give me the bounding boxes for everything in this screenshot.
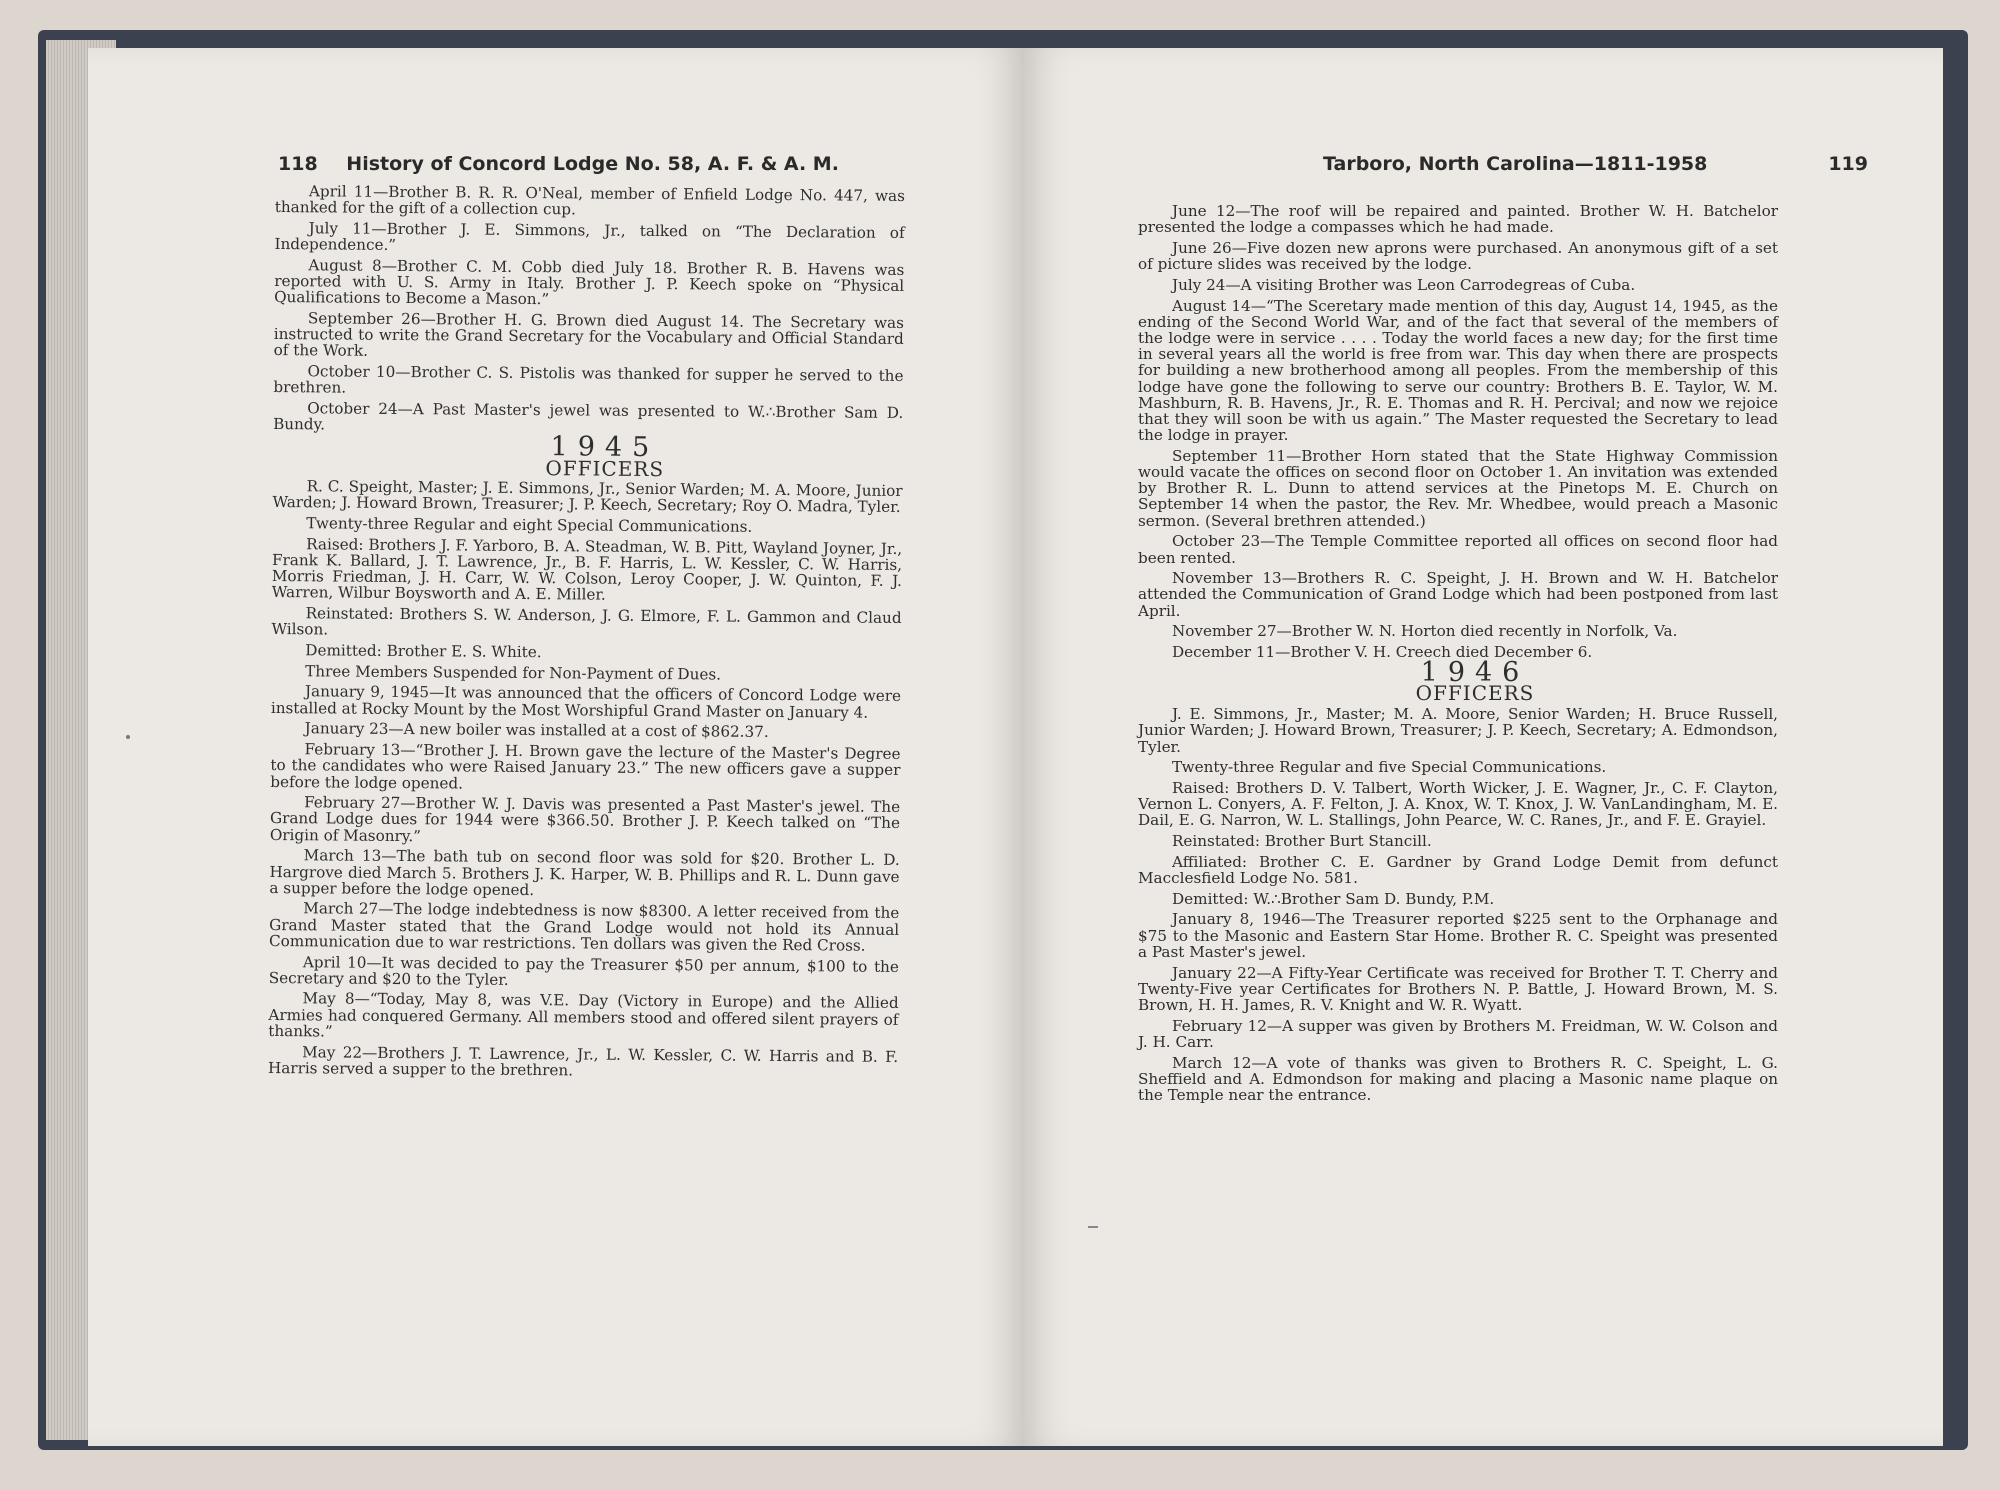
entry-paragraph: Twenty-three Regular and five Special Communications. (1172, 758, 1607, 777)
entry-paragraph: April 10—It was decided to pay the Treasurer $50 per annum, $100 to the Secretary and $20 to the Tyler. (268, 952, 899, 989)
entry-paragraph: May 8—“Today, May 8, was V.E. Day (Victory in Europe) and the Allied Armies had conquered Germany. All members stood and offered silent prayers of thanks.” (268, 989, 899, 1041)
year-heading-1946: 1946 (1420, 656, 1530, 688)
entry-paragraph: February 27—Brother W. J. Davis was presented a Past Master's jewel. The Grand Lodge dues for 1944 were $366.50. Brother J. P. Keech talked on “The Origin of Masonry.” (269, 793, 901, 845)
left-running-title: History of Concord Lodge No. 58, A. F. & A. M. (346, 153, 839, 175)
entry-paragraph: July 24—A visiting Brother was Leon Carrodegreas of Cuba. (1172, 275, 1636, 294)
entry-paragraph: March 12—A vote of thanks was given to Brothers R. C. Speight, L. G. Sheffield and A. Edmondson for making and placing a Masonic name plaque on the Temple near the entrance. (1138, 1053, 1778, 1104)
entry-paragraph: Reinstated: Brothers S. W. Anderson, J. G. Elmore, F. L. Gammon and Claud Wilson. (271, 604, 902, 639)
right-page (1023, 48, 1943, 1446)
right-page-body (1138, 203, 1778, 1108)
entry-paragraph: May 22—Brothers J. T. Lawrence, Jr., L. W. Kessler, C. W. Harris and B. F. Harris served a supper to the brethren. (267, 1042, 899, 1080)
entry-paragraph: March 13—The bath tub on second floor was sold for $20. Brother L. D. Hargrove died March 5. Brothers J. K. Harper, W. B. Phillips and R. L. Dunn gave a supper before the lodge opened. (269, 846, 900, 899)
entry-paragraph: September 26—Brother H. G. Brown died August 14. The Secretary was instructed to write the Grand Secretary for the Vocabulary and Official Standard of the Work. (273, 309, 904, 361)
entry-paragraph: December 11—Brother V. H. Creech died December 6. (1172, 643, 1593, 662)
entry-paragraph: Raised: Brothers D. V. Talbert, Worth Wicker, J. E. Wagner, Jr., C. F. Clayton, Vernon L. Conyers, A. F. Felton, J. A. Knox, W. T. Knox, J. W. VanLandingham, M. E. Dail, E. G. Narron, W. L. Stallings, John Pearce, W. C. Ranes, Jr., and F. E. Grayiel. (1138, 779, 1778, 830)
entry-paragraph: J. E. Simmons, Jr., Master; M. A. Moore, Senior Warden; H. Bruce Russell, Junior Warden; J. Howard Brown, Treasurer; J. P. Keech, Secretary; A. Edmondson, Tyler. (1138, 705, 1778, 756)
entry-paragraph: August 8—Brother C. M. Cobb died July 18. Brother R. B. Havens was reported with U. S. Army in Italy. Brother J. P. Keech spoke on “Physical Qualifications to Become a Mason.” (274, 256, 905, 309)
left-entries-after (268, 478, 903, 1081)
entry-paragraph: R. C. Speight, Master; J. E. Simmons, Jr., Senior Warden; M. A. Moore, Junior Warden; J. Howard Brown, Treasurer; J. P. Keech, Secretary; Roy O. Madra, Tyler. (272, 477, 903, 517)
right-page-number: 119 (1828, 153, 1868, 175)
entry-paragraph: February 13—“Brother J. H. Brown gave the lecture of the Master's Degree to the candidates who were Raised January 23.” The new officers gave a supper before the lodge opened. (270, 740, 901, 792)
left-page (88, 48, 1023, 1446)
entry-paragraph: January 8, 1946—The Treasurer reported $225 sent to the Orphanage and $75 to the Masonic and Eastern Star Home. Brother R. C. Speight was presented a Past Master's jewel. (1138, 910, 1778, 961)
entry-paragraph: June 12—The roof will be repaired and painted. Brother W. H. Batchelor presented the lodge a compasses which he had made. (1138, 202, 1778, 237)
left-running-head (278, 153, 998, 175)
entry-paragraph: August 14—“The Sceretary made mention of this day, August 14, 1945, as the ending of the Second World War, and of the fact that several of the members of the lodge were in service . . . . Today the world faces a new day; for the first time in several years all the world is free from war. This day when there are prospects for building a new brotherhood among all peoples. From the membership of this lodge have gone the following to serve our country: Brothers B. E. Taylor, W. M. Mashburn, R. B. Havens, Jr., R. E. Thomas and R. H. Percival; and now we rejoice that they will soon be with us again.” The Master requested the Secretary to lead the lodge in prayer. (1138, 296, 1778, 445)
left-page-number: 118 (278, 153, 318, 175)
entry-paragraph: January 9, 1945—It was announced that the officers of Concord Lodge were installed at Rocky Mount by the Most Worshipful Grand Master on January 4. (270, 682, 902, 722)
entry-paragraph: September 11—Brother Horn stated that the State Highway Commission would vacate the offices on second floor on October 1. An invitation was extended by Brother R. L. Dunn to attend services at the Pinetops M. E. Church on September 14 when the pastor, the Rev. Mr. Whedbee, would preach a Masonic sermon. (Several brethren attended.) (1138, 446, 1778, 530)
left-entries-before (273, 183, 905, 437)
entry-paragraph: November 13—Brothers R. C. Speight, J. H. Brown and W. H. Batchelor attended the Communication of Grand Lodge which had been postponed from last April. (1138, 569, 1778, 620)
entry-paragraph: Affiliated: Brother C. E. Gardner by Grand Lodge Demit from defunct Macclesfield Lodge No. 581. (1138, 852, 1778, 888)
right-running-title: Tarboro, North Carolina—1811-1958 (1323, 153, 1708, 175)
officers-heading-1945: OFFICERS (545, 455, 665, 481)
right-entries-before (1138, 203, 1778, 660)
entry-paragraph: Three Members Suspended for Non-Payment of Dues. (305, 662, 722, 684)
entry-paragraph: July 11—Brother J. E. Simmons, Jr., talked on “The Declaration of Independence.” (274, 219, 905, 255)
margin-mark (126, 735, 130, 739)
left-page-body (268, 183, 905, 1085)
entry-paragraph: January 23—A new boiler was installed at a cost of $862.37. (304, 719, 769, 742)
entry-paragraph: Twenty-three Regular and eight Special Communications. (306, 514, 753, 536)
entry-paragraph: February 12—A supper was given by Brothers M. Freidman, W. W. Colson and J. H. Carr. (1138, 1016, 1778, 1051)
entry-paragraph: November 27—Brother W. N. Horton died recently in Norfolk, Va. (1172, 622, 1678, 641)
entry-paragraph: June 26—Five dozen new aprons were purchased. An anonymous gift of a set of picture slides was received by the lodge. (1138, 238, 1778, 274)
right-entries-after (1138, 706, 1778, 1103)
entry-paragraph: October 24—A Past Master's jewel was presented to W.∴Brother Sam D. Bundy. (273, 399, 904, 434)
entry-paragraph: October 10—Brother C. S. Pistolis was thanked for supper he served to the brethren. (273, 362, 904, 397)
year-heading-1945: 1945 (550, 431, 660, 463)
entry-paragraph: Raised: Brothers J. F. Yarboro, B. A. Steadman, W. B. Pitt, Wayland Joyner, Jr., Frank K. Ballard, J. T. Lawrence, Jr., B. F. Harris, L. W. Kessler, C. W. Harris, Morris Friedman, J. H. Carr, W. W. Colson, Leroy Cooper, J. W. Quinton, F. J. Warren, Wilbur Boysworth and A. E. Miller. (271, 535, 903, 605)
entry-paragraph: January 22—A Fifty-Year Certificate was received for Brother T. T. Cherry and Twenty-Five year Certificates for Brothers N. P. Battle, J. Howard Brown, M. S. Brown, H. H. James, R. V. Knight and W. R. Wyatt. (1138, 963, 1778, 1014)
entry-paragraph: Demitted: W.∴Brother Sam D. Bundy, P.M. (1172, 889, 1495, 908)
entry-paragraph: April 11—Brother B. R. R. O'Neal, member of Enfield Lodge No. 447, was thanked for the gift of a collection cup. (274, 182, 905, 219)
entry-paragraph: October 23—The Temple Committee reported all offices on second floor had been rented. (1138, 532, 1778, 567)
entry-paragraph: Demitted: Brother E. S. White. (305, 641, 542, 662)
officers-heading-1946: OFFICERS (1415, 681, 1535, 706)
margin-dash (1088, 1226, 1098, 1228)
entry-paragraph: Reinstated: Brother Burt Stancill. (1172, 832, 1432, 851)
entry-paragraph: March 27—The lodge indebtedness is now $8300. A letter received from the Grand Master stated that the Grand Lodge would not hold its Annual Communication due to war restrictions. Ten dollars was given the Red Cross. (268, 899, 900, 955)
